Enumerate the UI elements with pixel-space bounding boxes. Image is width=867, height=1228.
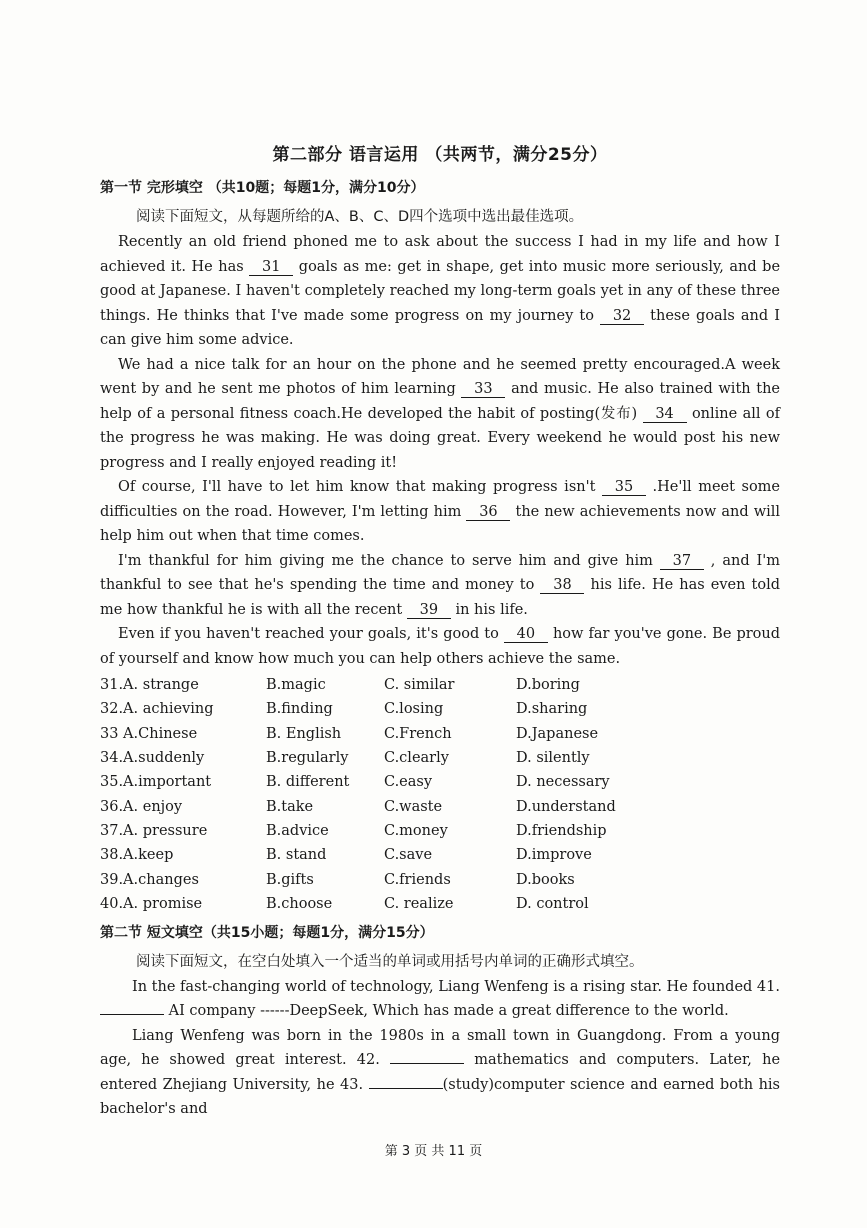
option-a: 34.A.suddenly [100, 750, 205, 767]
blank-33: 33 [461, 381, 505, 398]
para-text: , and I'm thankful to see that he's spending the time and money to [100, 552, 781, 593]
para-text: and music. He also trained with the help of a personal fitness coach.He developed the habit of posting(发布) [100, 381, 781, 422]
para-text: In the fast-changing world of technology, Liang Wenfeng is a rising star. He founded 41. [132, 978, 780, 995]
para-text: Of course, I'll have to let him know that making progress isn't [118, 479, 596, 495]
blank-35: 35 [602, 479, 646, 496]
option-c: C.save [384, 847, 433, 864]
option-a: 33 A.Chinese [100, 725, 198, 742]
cloze-paragraph-4 [100, 549, 780, 623]
para-text: in his life. [455, 601, 528, 618]
fill-paragraph-1 [100, 975, 780, 1024]
cloze-paragraph-5 [100, 622, 780, 671]
para-text: mathematics and computers. Later, he entered Zhejiang University, he 43. [100, 1052, 781, 1093]
option-b: B.finding [266, 701, 333, 718]
option-c: C. similar [384, 677, 455, 694]
para-text: how far you've gone. Be proud of yourself and know how much you can help others achieve the same. [100, 626, 781, 667]
option-c: C.friends [384, 871, 451, 888]
option-c: C.French [384, 725, 452, 742]
option-c: C.money [384, 822, 448, 839]
section2-heading: 第二节 短文填空（共15小题；每题1分，满分15分） [100, 924, 434, 941]
option-a: 31.A. strange [100, 677, 199, 694]
option-d: D.understand [516, 798, 616, 815]
para-text: goals as me: get in shape, get into music more seriously, and be good at Japanese. I haven't completely reached my long-term goals yet in any of these three things. He thinks that I've made some progress on my journey to [100, 258, 781, 324]
option-row [100, 892, 676, 916]
option-c: C.clearly [384, 750, 449, 767]
option-d: D. silently [516, 750, 590, 767]
options-table [100, 673, 676, 916]
cloze-paragraph-1 [100, 230, 780, 353]
option-a: 36.A. enjoy [100, 798, 183, 815]
cloze-paragraph-3 [100, 475, 780, 549]
para-text: online all of the progress he was making. He was doing great. Every weekend he would post his new progress and I really enjoyed reading it! [100, 405, 781, 471]
option-row [100, 722, 676, 746]
blank-36: 36 [466, 504, 510, 521]
para-text: Liang Wenfeng was born in the 1980s in a small town in Guangdong. From a young age, he showed great interest. 42. [100, 1027, 780, 1069]
option-c: C. realize [384, 895, 454, 912]
option-c: C.easy [384, 774, 433, 791]
option-row [100, 794, 676, 818]
blank-32: 32 [600, 308, 644, 325]
option-b: B.take [266, 798, 314, 815]
para-text: .He'll meet some difficulties on the road. However, I'm letting him [100, 479, 780, 520]
option-a: 39.A.changes [100, 871, 199, 888]
option-c: C.losing [384, 701, 444, 718]
para-text: I'm thankful for him giving me the chance to serve him and give him [118, 552, 653, 569]
para-text: the new achievements now and will help him out when that time comes. [100, 503, 781, 544]
para-text: these goals and I can give him some advice. [100, 307, 780, 348]
option-c: C.waste [384, 798, 443, 815]
blank-34: 34 [643, 406, 687, 423]
option-b: B.advice [266, 822, 329, 839]
para-text: AI company ------DeepSeek, Which has made a great difference to the world. [168, 1003, 729, 1020]
blank-43 [369, 1088, 443, 1089]
option-d: D.sharing [516, 701, 588, 718]
option-d: D. control [516, 895, 589, 912]
option-b: B. different [266, 774, 350, 791]
blank-37: 37 [660, 553, 704, 570]
option-row [100, 843, 676, 867]
option-row [100, 819, 676, 843]
option-row [100, 697, 676, 721]
para-text: (study)computer science and earned both his bachelor's and [100, 1076, 780, 1118]
option-b: B.magic [266, 677, 326, 694]
option-d: D.improve [516, 847, 592, 864]
option-row [100, 867, 676, 891]
option-d: D.Japanese [516, 725, 599, 742]
option-a: 32.A. achieving [100, 701, 214, 718]
option-row [100, 770, 676, 794]
part-title: 第二部分 语言运用 （共两节，满分25分） [272, 145, 608, 165]
option-d: D. necessary [516, 774, 610, 791]
blank-31: 31 [249, 259, 293, 276]
section2-instruction: 阅读下面短文，在空白处填入一个适当的单词或用括号内单词的正确形式填空。 [136, 953, 644, 970]
option-a: 37.A. pressure [100, 822, 208, 839]
blank-42 [390, 1063, 464, 1064]
fill-paragraph-2 [100, 1024, 780, 1122]
section1-heading: 第一节 完形填空 （共10题；每题1分，满分10分） [100, 180, 425, 196]
option-b: B.regularly [266, 750, 349, 767]
option-d: D.friendship [516, 822, 607, 839]
para-text: Recently an old friend phoned me to ask about the success I had in my life and how I achieved it. He has [100, 234, 780, 275]
exam-page [100, 140, 780, 1122]
option-a: 40.A. promise [100, 895, 203, 912]
para-text: his life. He has even told me how thankful he is with all the recent [100, 577, 781, 618]
option-d: D.books [516, 871, 575, 888]
option-d: D.boring [516, 677, 580, 694]
option-a: 38.A.keep [100, 847, 174, 864]
option-row [100, 746, 676, 770]
option-b: B.gifts [266, 871, 314, 888]
option-b: B. English [266, 725, 342, 742]
cloze-paragraph-2 [100, 353, 780, 476]
page-footer: 第 3 页 共 11 页 [384, 1144, 483, 1159]
option-a: 35.A.important [100, 774, 212, 791]
blank-39: 39 [407, 602, 451, 619]
blank-41 [100, 1014, 164, 1015]
option-b: B.choose [266, 895, 333, 912]
section1-instruction: 阅读下面短文，从每题所给的A、B、C、D四个选项中选出最佳选项。 [136, 209, 584, 225]
para-text: Even if you haven't reached your goals, it's good to [118, 626, 499, 642]
option-row [100, 673, 676, 697]
option-b: B. stand [266, 847, 327, 864]
para-text: We had a nice talk for an hour on the phone and he seemed pretty encouraged.A week went by and he sent me photos of him learning [100, 356, 780, 397]
blank-40: 40 [504, 626, 548, 643]
blank-38: 38 [540, 577, 584, 594]
